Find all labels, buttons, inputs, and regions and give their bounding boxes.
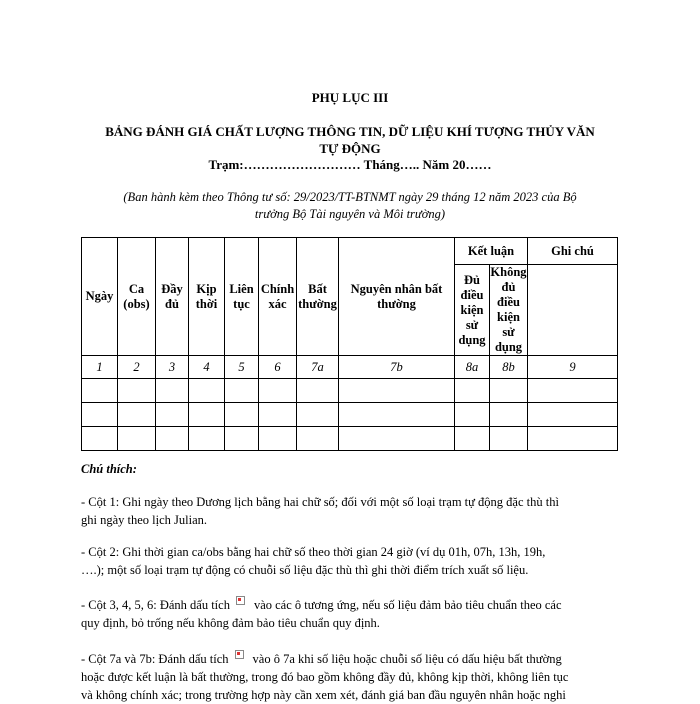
table-cell[interactable] xyxy=(82,427,118,451)
title-line-1: BẢNG ĐÁNH GIÁ CHẤT LƯỢNG THÔNG TIN, DỮ LIỆU KHÍ TƯỢNG THỦY VĂN xyxy=(105,124,595,139)
issued-note xyxy=(70,189,630,223)
header-bat-thuong-line1: Bất xyxy=(308,281,327,296)
note-line xyxy=(81,596,617,614)
note-line: ghi ngày theo lịch Julian. xyxy=(81,513,208,527)
table-cell[interactable] xyxy=(455,427,490,451)
table-cell[interactable] xyxy=(259,379,297,403)
title-line-2: TỰ ĐỘNG xyxy=(319,141,381,156)
header-du-dk-line1: Đủ xyxy=(464,272,480,287)
header-kdk-line2: đủ xyxy=(501,280,516,294)
evaluation-table xyxy=(81,237,618,451)
table-cell[interactable] xyxy=(156,379,189,403)
document-title xyxy=(70,123,630,157)
issued-note-line-2: trưởng Bộ Tài nguyên và Môi trường) xyxy=(254,207,446,221)
table-cell[interactable] xyxy=(339,427,455,451)
issued-note-line-1: (Ban hành kèm theo Thông tư số: 29/2023/TT-BTNMT ngày 29 tháng 12 năm 2023 của Bộ xyxy=(123,190,577,204)
table-cell[interactable] xyxy=(189,379,225,403)
note-text: vào ô 7a khi số liệu hoặc chuỗi số liệu có dấu hiệu bất thường xyxy=(252,652,562,666)
table-cell[interactable] xyxy=(259,427,297,451)
table-cell[interactable] xyxy=(118,427,156,451)
note-line: hoặc được kết luận là bất thường, trong đó bao gồm không đầy đủ, không kịp thời, không liên tục xyxy=(81,670,569,684)
header-du-dk-line3: kiện xyxy=(460,302,484,317)
header-lien-tuc-line1: Liên xyxy=(229,281,254,296)
table-cell[interactable] xyxy=(189,403,225,427)
table-cell[interactable] xyxy=(297,379,339,403)
note-columns-7a-7b xyxy=(81,650,617,704)
note-line xyxy=(81,650,617,668)
column-index: 8a xyxy=(455,356,490,379)
header-chinh-xac xyxy=(259,238,297,356)
note-line: quy định, bỏ trống nếu không đảm bảo tiêu chuẩn quy định. xyxy=(81,616,380,630)
table-cell[interactable] xyxy=(156,427,189,451)
table-cell[interactable] xyxy=(528,427,618,451)
column-index-row xyxy=(82,356,618,379)
table-cell[interactable] xyxy=(339,379,455,403)
header-kdk-line5: dụng xyxy=(494,340,523,354)
column-index: 3 xyxy=(156,356,189,379)
note-line: và không chính xác; trong trường hợp này cần xem xét, đánh giá ban đầu nguyên nhân hoặc nghi xyxy=(81,688,566,702)
header-du-dk-line5: dụng xyxy=(458,332,486,347)
header-lien-tuc-line2: tục xyxy=(233,296,250,311)
column-index: 7a xyxy=(297,356,339,379)
table-cell[interactable] xyxy=(297,403,339,427)
column-index: 7b xyxy=(339,356,455,379)
table-cell[interactable] xyxy=(455,403,490,427)
note-line: ….); một số loại trạm tự động có chuỗi số liệu đặc thù thì ghi thời điểm trích xuất số liệu. xyxy=(81,563,529,577)
note-columns-3-6 xyxy=(81,596,617,632)
table-cell[interactable] xyxy=(82,379,118,403)
table-cell[interactable] xyxy=(118,403,156,427)
header-nguyen-nhan-line2: thường xyxy=(377,296,416,311)
table-cell[interactable] xyxy=(490,427,528,451)
table-cell[interactable] xyxy=(225,427,259,451)
column-index: 2 xyxy=(118,356,156,379)
header-ca xyxy=(118,238,156,356)
note-column-2 xyxy=(81,543,617,579)
table-cell[interactable] xyxy=(339,403,455,427)
header-bat-thuong xyxy=(297,238,339,356)
header-bat-thuong-line2: thường xyxy=(298,296,337,311)
header-chinh-xac-line2: xác xyxy=(268,296,287,311)
header-kip-thoi xyxy=(189,238,225,356)
table-cell[interactable] xyxy=(455,379,490,403)
header-day-du-line1: Đầy xyxy=(161,281,183,296)
table-cell[interactable] xyxy=(118,379,156,403)
column-index: 9 xyxy=(528,356,618,379)
table-cell[interactable] xyxy=(189,427,225,451)
note-text: - Cột 7a và 7b: Đánh dấu tích xyxy=(81,652,229,666)
header-kip-thoi-line1: Kịp xyxy=(196,281,217,296)
station-month-year-line: Trạm:……………………… Tháng….. Năm 20…… xyxy=(208,157,492,172)
header-ca-line2: (obs) xyxy=(123,296,150,311)
header-ghi-chu-blank xyxy=(528,265,618,356)
column-index: 8b xyxy=(490,356,528,379)
header-khong-du-dieu-kien xyxy=(490,265,528,356)
header-ghi-chu: Ghi chú xyxy=(528,238,618,265)
note-line: - Cột 2: Ghi thời gian ca/obs bằng hai chữ số theo thời gian 24 giờ (ví dụ 01h, 07h, 13h, 19h, xyxy=(81,545,546,559)
column-index: 5 xyxy=(225,356,259,379)
table-cell[interactable] xyxy=(225,403,259,427)
checkmark-placeholder-icon xyxy=(235,650,244,659)
header-kdk-line4: kiện sử xyxy=(497,310,520,339)
note-text: vào các ô tương ứng, nếu số liệu đảm bảo tiêu chuẩn theo các xyxy=(253,598,562,612)
table-cell[interactable] xyxy=(297,427,339,451)
table-row xyxy=(82,379,618,403)
notes-title: Chú thích: xyxy=(81,462,137,476)
table-cell[interactable] xyxy=(225,379,259,403)
table-cell[interactable] xyxy=(82,403,118,427)
header-lien-tuc xyxy=(225,238,259,356)
header-day-du-line2: đủ xyxy=(165,296,179,311)
header-ket-luan: Kết luận xyxy=(455,238,528,265)
header-nguyen-nhan xyxy=(339,238,455,356)
table-row xyxy=(82,427,618,451)
header-kip-thoi-line2: thời xyxy=(195,296,218,311)
header-kdk-line3: điều xyxy=(497,295,520,309)
column-index: 6 xyxy=(259,356,297,379)
note-line: - Cột 1: Ghi ngày theo Dương lịch bằng hai chữ số; đối với một số loại trạm tự động đặc thù thì xyxy=(81,495,559,509)
column-index: 4 xyxy=(189,356,225,379)
header-du-dk-line2: điều xyxy=(460,287,484,302)
checkmark-placeholder-icon xyxy=(236,596,245,605)
column-index: 1 xyxy=(82,356,118,379)
table-cell[interactable] xyxy=(490,403,528,427)
note-column-1 xyxy=(81,493,617,529)
table-cell[interactable] xyxy=(156,403,189,427)
header-chinh-xac-line1: Chính xyxy=(260,281,295,296)
header-kdk-line1: Không xyxy=(490,265,527,279)
table-cell[interactable] xyxy=(259,403,297,427)
appendix-label: PHỤ LỤC III xyxy=(311,90,389,105)
table-cell[interactable] xyxy=(490,379,528,403)
header-nguyen-nhan-line1: Nguyên nhân bất xyxy=(350,281,443,296)
table-cell[interactable] xyxy=(528,403,618,427)
header-ngay: Ngày xyxy=(82,238,118,356)
table-cell[interactable] xyxy=(528,379,618,403)
header-day-du xyxy=(156,238,189,356)
header-du-dk-line4: sử xyxy=(465,317,479,332)
header-du-dieu-kien xyxy=(455,265,490,356)
header-ca-line1: Ca xyxy=(128,281,145,296)
table-row xyxy=(82,403,618,427)
note-text: - Cột 3, 4, 5, 6: Đánh dấu tích xyxy=(81,598,230,612)
